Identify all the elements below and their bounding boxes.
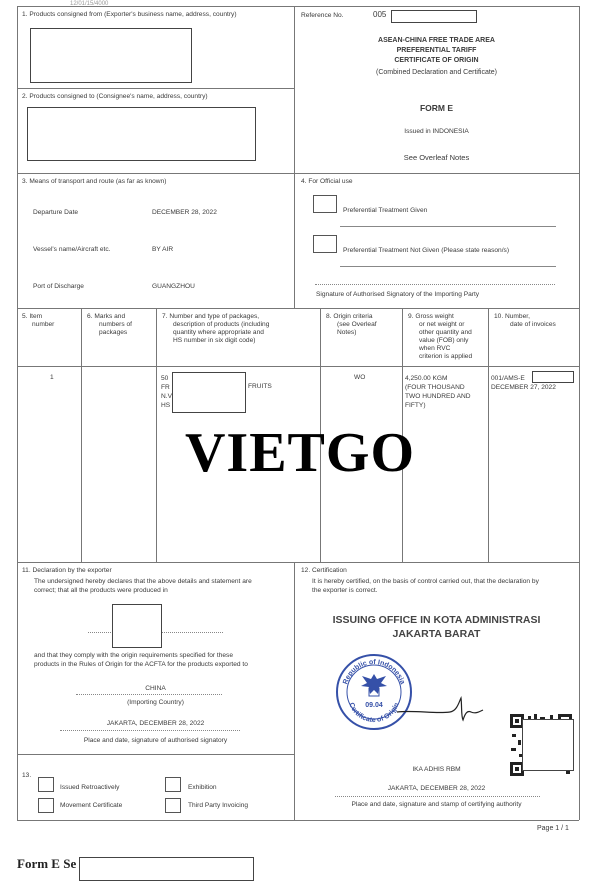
importing-country-value: CHINA [145, 685, 166, 692]
col7-header: 7. Number and type of packages, description of products (including quantity where appropriate and HS number in six digit code) [162, 313, 270, 344]
treatment-not-given-checkbox[interactable] [313, 235, 337, 253]
certification-text-1: It is hereby certified, on the basis of control carried out, that the declaration by [312, 578, 539, 585]
treatment-given-checkbox[interactable] [313, 195, 337, 213]
treatment-given-line [340, 226, 556, 227]
row-weight: 4,250.00 KGM (FOUR THOUSAND TWO HUNDRED AND FIFTY) [405, 375, 471, 409]
frame-top [17, 6, 579, 7]
stamp-number: 09.04 [365, 702, 383, 709]
col9-header: 9. Gross weight or net weight or other quantity and value (FOB) only when RVC criterion is applied [408, 313, 473, 360]
box12-label: 12. Certification [301, 567, 347, 574]
header-line1: ASEAN-CHINA FREE TRADE AREA [378, 37, 495, 44]
reference-redaction [391, 10, 477, 23]
departure-value: DECEMBER 28, 2022 [152, 209, 217, 216]
issued-retroactively-checkbox[interactable] [38, 777, 54, 792]
divider-box3 [17, 173, 579, 174]
official-signature-label: Signature of Authorised Signatory of the Importing Party [316, 291, 480, 298]
certifier-signature-label: Place and date, signature and stamp of certifying authority [351, 801, 522, 808]
col6-header: 6. Marks and numbers of packages [87, 313, 132, 336]
treatment-not-given-line [340, 266, 556, 267]
box11-label: 11. Declaration by the exporter [22, 567, 112, 574]
footer-redaction [79, 857, 254, 881]
qr-redaction [522, 719, 574, 771]
declaration-redaction [112, 604, 162, 648]
invoice-redaction [532, 371, 574, 383]
stamp-top-text: Republic of Indonesia [342, 658, 406, 686]
issued-in: Issued in INDONESIA [404, 128, 469, 135]
officer-name: IKA ADHIS RBM [412, 766, 461, 773]
declaration-text-2: correct; that all the products were produced in [34, 587, 168, 594]
third-party-invoicing-checkbox[interactable] [165, 798, 181, 813]
port-label: Port of Discharge [33, 283, 84, 290]
col10-header: 10. Number, date of invoices [494, 313, 556, 328]
divider-box11 [17, 562, 579, 563]
movement-certificate-label: Movement Certificate [60, 802, 123, 809]
exporter-place-date: JAKARTA, DECEMBER 28, 2022 [106, 720, 205, 727]
official-signature-dots [315, 284, 555, 285]
box1-label: 1. Products consigned from (Exporter's business name, address, country) [22, 11, 237, 18]
exhibition-label: Exhibition [188, 784, 217, 791]
issuing-office-line2: JAKARTA BARAT [392, 628, 481, 640]
header-line3: CERTIFICATE OF ORIGIN [394, 57, 479, 64]
divider-box13 [17, 754, 294, 755]
importing-country-label: (Importing Country) [127, 699, 184, 706]
box2-label: 2. Products consigned to (Consignee's name, address, country) [22, 93, 208, 100]
third-party-invoicing-label: Third Party Invoicing [188, 802, 249, 809]
divider-lower [294, 562, 295, 820]
divider-columns-header [17, 366, 579, 367]
importing-country-dots [76, 694, 222, 695]
top-scrap-text: 12/01/15/4000 [70, 1, 109, 7]
departure-label: Departure Date [33, 209, 79, 216]
exporter-signature-label: Place and date, signature of authorised signatory [83, 737, 228, 744]
frame-bottom [17, 820, 579, 821]
exporter-signature-dots [60, 730, 240, 731]
certification-text-2: the exporter is correct. [312, 587, 378, 594]
box13-label: 13. [22, 772, 32, 779]
issued-retroactively-label: Issued Retroactively [60, 784, 120, 791]
box3-label: 3. Means of transport and route (as far as known) [22, 178, 167, 185]
header-line4: (Combined Declaration and Certificate) [376, 69, 497, 76]
issuing-office-line1: ISSUING OFFICE IN KOTA ADMINISTRASI [332, 614, 541, 626]
row-item-number: 1 [50, 374, 54, 381]
reference-prefix: 005 [373, 10, 387, 19]
declaration-text-3: and that they comply with the origin requirements specified for these [34, 652, 234, 659]
frame-left [17, 6, 18, 820]
reference-label: Reference No. [301, 12, 344, 19]
row-description: 50 FR N.V HS [161, 375, 172, 409]
officer-signature [395, 690, 485, 730]
vietgo-watermark: VIETGO [184, 422, 416, 484]
exporter-redaction [30, 28, 192, 83]
col8-header: 8. Origin criteria (see Overleaf Notes) [326, 313, 377, 336]
frame-right [579, 6, 580, 820]
certifier-place-date: JAKARTA, DECEMBER 28, 2022 [387, 785, 486, 792]
consignee-redaction [27, 107, 256, 161]
declaration-text-1: The undersigned hereby declares that the above details and statement are [34, 578, 252, 585]
col5-header: 5. Item number [22, 313, 55, 328]
row-description-suffix: FRUITS [248, 383, 272, 390]
form-title: FORM E [419, 103, 454, 113]
certifier-signature-dots [335, 796, 540, 797]
movement-certificate-checkbox[interactable] [38, 798, 54, 813]
divider-columns-top [17, 308, 579, 309]
row-origin-criteria: WO [354, 374, 366, 381]
port-value: GUANGZHOU [152, 283, 195, 290]
stamp-bottom-text: Certificate of Origin [347, 701, 401, 725]
box4-label: 4. For Official use [301, 178, 353, 185]
exhibition-checkbox[interactable] [165, 777, 181, 792]
header-line2: PREFERENTIAL TARIFF [396, 47, 477, 54]
overleaf-notes: See Overleaf Notes [403, 153, 470, 162]
description-redaction [172, 372, 246, 413]
row-invoice: 001/AMS-E DECEMBER 27, 2022 [491, 375, 556, 391]
vessel-label: Vessel's name/Aircraft etc. [33, 246, 111, 253]
vessel-value: BY AIR [152, 246, 174, 253]
footer-text: Form E Se [17, 856, 77, 871]
treatment-given-label: Preferential Treatment Given [343, 207, 428, 214]
treatment-not-given-label: Preferential Treatment Not Given (Please state reason/s) [343, 247, 510, 254]
page-number: Page 1 / 1 [537, 825, 569, 832]
divider-box1-box2 [17, 88, 294, 89]
declaration-text-4: products in the Rules of Origin for the ACFTA for the products exported to [34, 661, 248, 668]
